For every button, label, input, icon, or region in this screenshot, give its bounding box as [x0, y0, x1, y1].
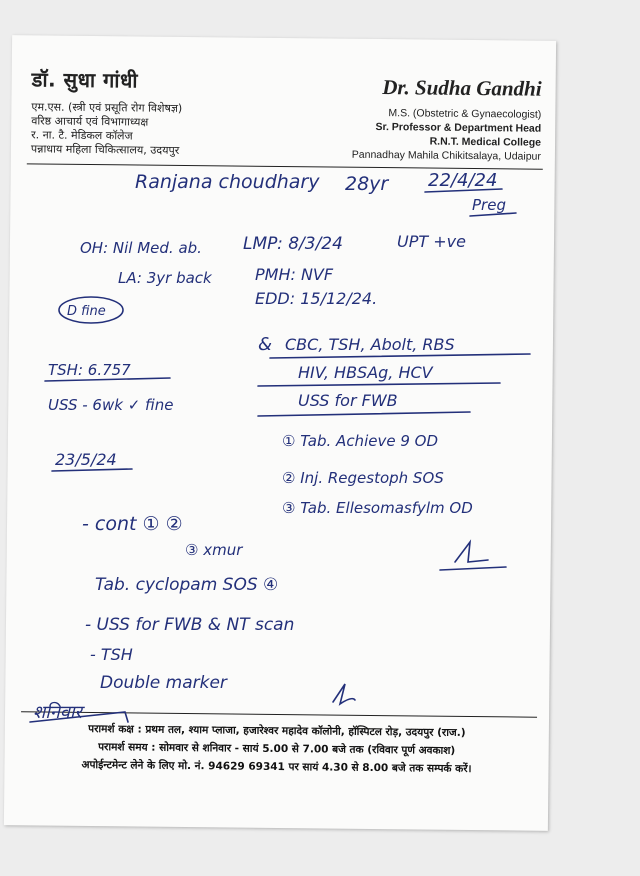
doctor-signature [333, 684, 355, 704]
lmp: LMP: 8/3/24 [243, 234, 343, 254]
initials-underline [440, 567, 506, 570]
clinic-timings: परामर्श समय : सोमवार से शनिवार - सायं 5.00 से 7.00 बजे तक (रविवार पूर्ण अवकाश) [98, 741, 456, 757]
medicine-1: ① Tab. Achieve 9 OD [282, 432, 439, 450]
medicine-3: ③ Tab. Ellesomasfylm OD [282, 499, 473, 517]
expected-delivery-date: EDD: 15/12/24. [255, 289, 378, 308]
tablet-cyclopam: Tab. cyclopam SOS ④ [95, 575, 279, 595]
investigation-1-underline [270, 354, 530, 358]
investigation-2-underline [258, 383, 500, 386]
tsh-value: TSH: 6.757 [48, 361, 131, 379]
uss-nt-scan: - USS for FWB & NT scan [85, 615, 295, 635]
qualification-hindi: एम.एस. (स्त्री एवं प्रसूति रोग विशेषज्ञ) [31, 100, 183, 115]
upt-result: UPT +ve [397, 232, 466, 251]
doctor-name-hindi: डॉ. सुधा गांधी [31, 67, 139, 93]
follow-up-underline [52, 469, 132, 471]
continue-medicines: - cont ① ② [82, 513, 183, 535]
investigation-3-underline [258, 412, 470, 416]
appointment-info: अपोईन्टमेन्ट लेने के लिए मो. नं. 94629 69341 पर सायं 4.30 से 8.00 बजे तक सम्पर्क करें। [81, 758, 472, 776]
qualification-english: M.S. (Obstetric & Gynaecologist) [388, 107, 542, 121]
day-of-week: शनिवार [33, 702, 82, 723]
medicine-2: ② Inj. Regestoph SOS [282, 469, 444, 487]
tsh-test: - TSH [90, 645, 133, 664]
college-hindi: र. ना. टै. मेडिकल कॉलेज [31, 128, 133, 143]
pregnancy-status: Preg [472, 196, 506, 214]
patient-name: Ranjana choudhary [135, 171, 320, 193]
visit-date: 22/4/24 [428, 170, 498, 191]
designation-hindi: वरिष्ठ आचार्य एवं विभागाध्यक्ष [31, 114, 149, 129]
double-marker-test: Double marker [100, 673, 227, 693]
college-english: R.N.T. Medical College [429, 135, 542, 149]
patient-age: 28yr [345, 173, 389, 195]
investigation-2: HIV, HBSAg, HCV [298, 363, 433, 382]
uss-result: USS - 6wk ✓ fine [48, 396, 174, 414]
obstetric-history: OH: Nil Med. ab. [80, 239, 202, 257]
investigation-1: CBC, TSH, Abolt, RBS [285, 335, 455, 354]
investigation-3: USS for FWB [298, 391, 398, 410]
clinic-address: परामर्श कक्ष : प्रथम तल, श्याम प्लाजा, हजारेश्वर महादेव कॉलोनी, हॉस्पिटल रोड़, उदयपुर (राज.) [88, 723, 466, 739]
circled-note: D fine [67, 304, 106, 319]
investigation-marker: & [258, 334, 273, 355]
hospital-hindi: पन्नाधाय महिला चिकित्सालय, उदयपुर [30, 142, 180, 157]
follow-up-date: 23/5/24 [55, 450, 117, 469]
continue-medicines-2: ③ xmur [185, 541, 243, 559]
past-medical-history: PMH: NVF [255, 265, 334, 284]
designation-english: Sr. Professor & Department Head [375, 120, 542, 135]
doctor-initials [455, 542, 488, 562]
hospital-english: Pannadhay Mahila Chikitsalaya, Udaipur [351, 148, 541, 163]
doctor-name-english: Dr. Sudha Gandhi [382, 75, 542, 101]
last-abortion: LA: 3yr back [118, 269, 212, 287]
